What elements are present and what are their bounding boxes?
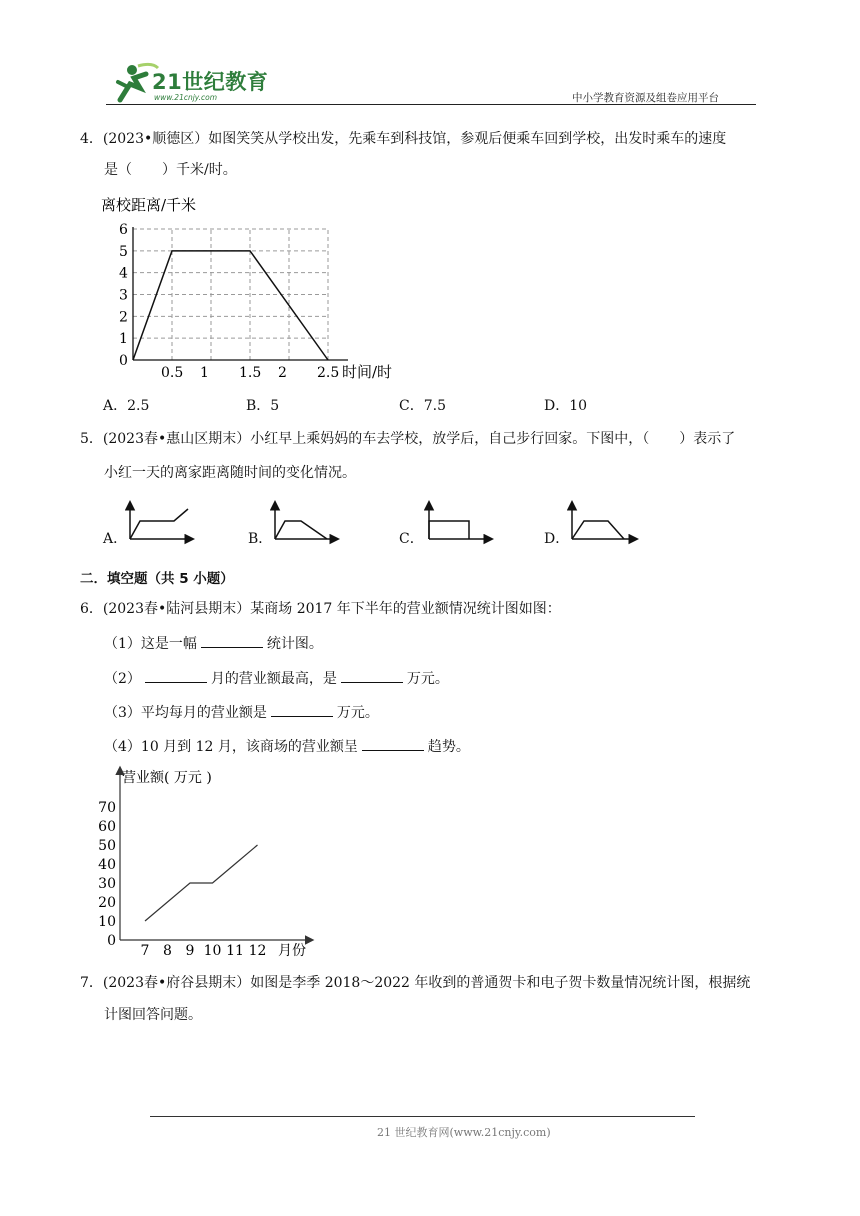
q6-sub1 <box>104 633 323 654</box>
chart6-xlabel: 月份 <box>278 943 306 959</box>
chart4-ytick-label: 2 <box>119 309 128 326</box>
q6-sub3-post: 万元。 <box>336 705 379 721</box>
chart4-ylabel: 离校距离/千米 <box>101 196 197 214</box>
q4-line2 <box>104 160 237 180</box>
q5-line1-post: ）表示了 <box>679 431 736 447</box>
q6-blank4[interactable] <box>271 702 333 717</box>
q6-sub2-post: 万元。 <box>406 671 449 687</box>
q6-blank1[interactable] <box>201 633 263 648</box>
chart4-xtick-label: 2 <box>278 365 287 381</box>
chart6-ytick-label: 60 <box>98 819 116 835</box>
q5-option-a-graph <box>124 499 196 545</box>
chart6-xtick-label: 8 <box>163 943 172 959</box>
chart6-xtick-label: 12 <box>248 943 267 959</box>
q6-sub4 <box>104 736 470 757</box>
footer-text: 21 世纪教育网(www.21cnjy.com) <box>377 1126 551 1139</box>
q5-option-c-graph <box>423 499 495 545</box>
q6-sub2-mid: 月的营业额最高，是 <box>210 671 337 687</box>
q6-sub4-post: 趋势。 <box>427 739 470 755</box>
chart6-ytick-label: 40 <box>98 857 116 873</box>
q6-sub2 <box>104 668 449 689</box>
section-title: 二．填空题（共 5 小题） <box>80 571 234 587</box>
q4-option-b[interactable]: B．5 <box>246 398 280 414</box>
chart4-ytick-label: 4 <box>119 265 128 282</box>
q6-sub3 <box>104 702 379 723</box>
q5-option-a[interactable]: A． <box>103 531 128 547</box>
chart6-xtick-label: 10 <box>203 943 222 959</box>
chart6-xtick-label: 9 <box>185 943 195 959</box>
chart4-xtick-label: 2.5 <box>317 365 340 381</box>
q4-option-c[interactable]: C．7.5 <box>399 398 446 414</box>
distance-time-chart <box>95 190 415 390</box>
q6-sub3-pre: （3）平均每月的营业额是 <box>104 705 267 721</box>
chart6-ylabel: 营业额( 万元 ) <box>122 770 212 786</box>
platform-title: 中小学教育资源及组卷应用平台 <box>572 92 719 104</box>
q5-option-b-graph <box>269 499 341 545</box>
chart4-ytick-label: 3 <box>119 287 128 304</box>
logo-url: www.21cnjy.com <box>154 93 218 102</box>
chart4-xlabel: 时间/时 <box>342 363 393 381</box>
chart6-ytick-label: 70 <box>98 800 116 816</box>
header-divider <box>106 104 756 105</box>
chart4-ytick-label: 6 <box>119 222 128 238</box>
chart6-ytick-label: 0 <box>107 933 116 949</box>
chart4-xtick-label: 1 <box>200 365 209 381</box>
logo-text: 21世纪教育 <box>152 70 269 94</box>
chart6-ytick-label: 30 <box>98 876 116 892</box>
q7-line1: 7．(2023春•府谷县期末）如图是李季 2018～2022 年收到的普通贺卡和电子贺卡数量情况统计图，根据统 <box>80 975 751 991</box>
q6-intro: 6．(2023春•陆河县期末）某商场 2017 年下半年的营业额情况统计图如图： <box>80 601 561 617</box>
q6-blank2[interactable] <box>145 668 207 683</box>
chart4-series-line <box>133 251 328 360</box>
q6-blank5[interactable] <box>362 736 424 751</box>
q5-option-d-graph <box>566 499 642 545</box>
footer-divider <box>150 1116 695 1117</box>
chart6-xtick-label: 7 <box>140 943 150 959</box>
q7-line2: 计图回答问题。 <box>104 1007 202 1023</box>
q5-option-d[interactable]: D． <box>544 531 570 547</box>
q5-option-c[interactable]: C． <box>399 531 424 547</box>
q5-line1 <box>80 429 735 449</box>
q4-line2-pre: 是（ <box>104 162 132 178</box>
revenue-line-chart <box>90 762 330 962</box>
chart6-ytick-label: 20 <box>98 895 116 911</box>
chart6-ytick-label: 10 <box>98 914 116 930</box>
q6-sub1-post: 统计图。 <box>266 636 323 652</box>
chart6-ytick-label: 50 <box>98 838 116 854</box>
chart4-xtick-label: 1.5 <box>239 365 262 381</box>
q4-line1: 4．(2023•顺德区）如图笑笑从学校出发，先乘车到科技馆，参观后便乘车回到学校，出发时乘车的速度 <box>80 131 727 147</box>
q6-blank3[interactable] <box>341 668 403 683</box>
q5-option-b[interactable]: B． <box>248 531 273 547</box>
chart4-ytick-label: 1 <box>119 331 128 348</box>
q4-line2-post: ）千米/时。 <box>162 162 237 178</box>
q4-option-a[interactable]: A．2.5 <box>103 398 150 414</box>
q5-line2: 小红一天的离家距离随时间的变化情况。 <box>104 465 356 481</box>
q6-sub4-pre: （4）10 月到 12 月，该商场的营业额呈 <box>104 739 358 755</box>
chart4-xtick-label: 0.5 <box>161 365 184 381</box>
q6-sub2-pre: （2） <box>104 671 141 687</box>
chart4-ytick-label: 0 <box>119 353 128 369</box>
chart6-xtick-label: 11 <box>226 943 244 959</box>
q4-option-d[interactable]: D．10 <box>544 398 588 414</box>
q6-sub1-pre: （1）这是一幅 <box>104 636 197 652</box>
q5-line1-text: 5．(2023春•惠山区期末）小红早上乘妈妈的车去学校，放学后，自己步行回家。下图中，（ <box>80 431 650 447</box>
chart6-series-line <box>145 845 258 921</box>
chart4-ytick-label: 5 <box>119 243 128 260</box>
